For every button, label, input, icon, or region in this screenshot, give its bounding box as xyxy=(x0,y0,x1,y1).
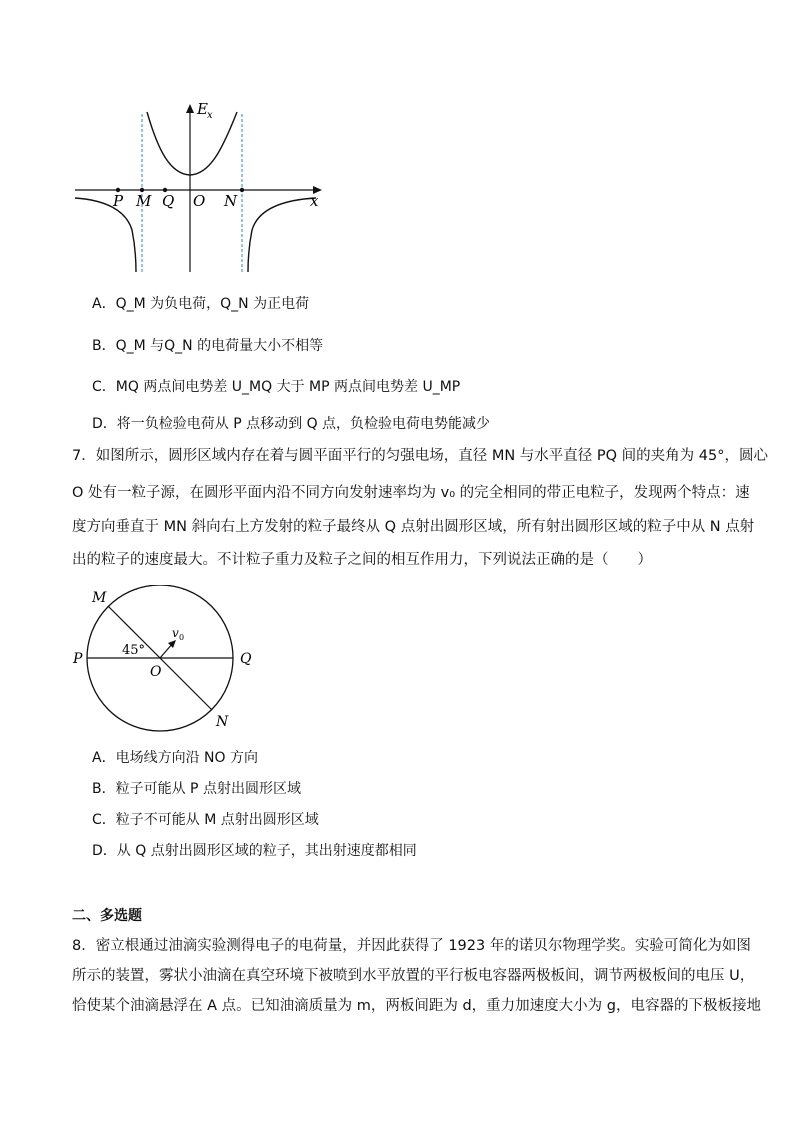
label-p: P xyxy=(113,192,124,210)
x-axis-label: x xyxy=(310,192,319,210)
q8-stem-line-3: 恰使某个油滴悬浮在 A 点。已知油滴质量为 m，两板间距为 d，重力加速度大小为 g，电容器的下极板接地 xyxy=(72,998,761,1014)
q7-stem-line-1: 7．如图所示，圆形区域内存在着与圆平面平行的匀强电场，直径 MN 与水平直径 PQ 间的夹角为 45°，圆心 xyxy=(72,448,768,464)
section-title: 二、多选题 xyxy=(72,908,142,924)
label-p: P xyxy=(73,651,83,667)
q7-option-c: C．粒子不可能从 M 点射出圆形区域 xyxy=(92,812,319,828)
label-q: Q xyxy=(162,192,175,210)
label-m: M xyxy=(136,192,152,210)
q6-option-a: A．Q_M 为负电荷，Q_N 为正电荷 xyxy=(92,296,310,312)
curve-left xyxy=(75,198,136,272)
q6-option-c: C．MQ 两点间电势差 U_MQ 大于 MP 两点间电势差 U_MP xyxy=(92,379,461,395)
y-axis-arrow xyxy=(186,104,194,113)
q7-stem-line-2: O 处有一粒子源，在圆形平面内沿不同方向发射速率均为 v₀ 的完全相同的带正电粒子，发现两个特点：速 xyxy=(72,485,750,501)
label-o: O xyxy=(150,664,162,680)
q7-option-d: D．从 Q 点射出圆形区域的粒子，其出射速度都相同 xyxy=(92,843,417,859)
ex-x-graph xyxy=(70,100,330,275)
label-m: M xyxy=(92,590,107,606)
label-n: N xyxy=(216,714,229,730)
q6-option-b: B．Q_M 与Q_N 的电荷量大小不相等 xyxy=(92,338,324,354)
label-angle: 45° xyxy=(122,643,146,658)
q8-stem-line-2: 所示的装置，雾状小油滴在真空环境下被喷到水平放置的平行板电容器两极板间，调节两极板间的电压 U， xyxy=(72,968,755,984)
label-q: Q xyxy=(240,651,252,667)
label-n: N xyxy=(224,192,238,210)
q7-stem-line-3: 度方向垂直于 MN 斜向右上方发射的粒子最终从 Q 点射出圆形区域，所有射出圆形区域的粒子中从 N 点射 xyxy=(72,519,755,535)
y-axis-label: E xyxy=(197,100,208,118)
q8-stem-line-1: 8．密立根通过油滴实验测得电子的电荷量，并因此获得了 1923 年的诺贝尔物理学奖。实验可简化为如图 xyxy=(72,938,751,954)
q7-option-b: B．粒子可能从 P 点射出圆形区域 xyxy=(92,781,301,797)
q6-option-d: D．将一负检验电荷从 P 点移动到 Q 点，负检验电荷电势能减少 xyxy=(92,416,491,432)
circle-field-diagram xyxy=(70,585,270,735)
y-axis-label-sub: x xyxy=(207,110,213,121)
curve-right xyxy=(248,198,316,272)
label-velocity-sub: 0 xyxy=(179,633,185,642)
curve-middle xyxy=(147,112,237,175)
point-n xyxy=(240,188,244,192)
label-velocity: v xyxy=(172,626,179,640)
q7-stem-line-4: 出的粒子的速度最大。不计粒子重力及粒子之间的相互作用力，下列说法正确的是（ ） xyxy=(72,552,652,568)
q7-option-a: A．电场线方向沿 NO 方向 xyxy=(92,750,258,766)
label-o: O xyxy=(193,192,206,210)
